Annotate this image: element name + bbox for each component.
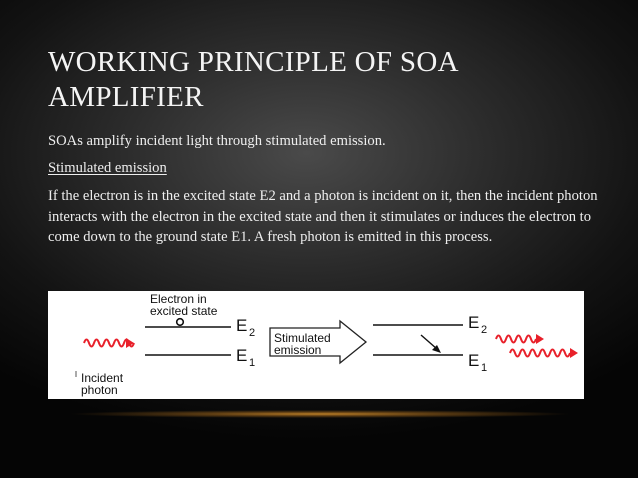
incident-label-line2: photon: [81, 383, 118, 397]
slide-title: WORKING PRINCIPLE OF SOA AMPLIFIER: [48, 46, 458, 113]
right-e1-label-e: E: [468, 351, 480, 370]
process-label-line2: emission: [274, 343, 322, 357]
left-e2-label-sub: 2: [249, 327, 256, 339]
electron-label-line1: Electron in: [150, 292, 207, 306]
right-e1-label-sub: 1: [481, 362, 488, 374]
excited-electron: [177, 319, 184, 326]
intro-text: SOAs amplify incident light through stimulated emission.: [48, 133, 386, 149]
subheading: Stimulated emission: [48, 160, 167, 176]
right-e2-label-e: E: [468, 313, 480, 332]
electron-transition-arrow: [421, 335, 437, 349]
left-e1-label-e: E: [236, 346, 248, 365]
right-e2-label-sub: 2: [481, 324, 488, 336]
electron-label-line2: excited state: [150, 304, 218, 318]
incident-label-line1: Incident: [81, 371, 124, 385]
stimulated-emission-diagram: [48, 291, 584, 399]
left-e2-label-e: E: [236, 316, 248, 335]
process-label-line1: Stimulated: [274, 331, 331, 345]
description-paragraph: If the electron is in the excited state E2 and a photon is incident on it, then the incident photon interacts with the electron in the excited state and then it stimulates or induces the electron to come down to the ground state E1. A fresh photon is emitted in this process.: [48, 188, 598, 245]
emitted-photon-wave-1: [496, 336, 536, 343]
emitted-photon-arrowhead-2: [570, 348, 578, 358]
emitted-photon-arrowhead-1: [536, 334, 544, 344]
left-e1-label-sub: 1: [249, 357, 256, 369]
decorative-glow-line: [70, 410, 570, 418]
emitted-photon-wave-2: [510, 350, 570, 357]
